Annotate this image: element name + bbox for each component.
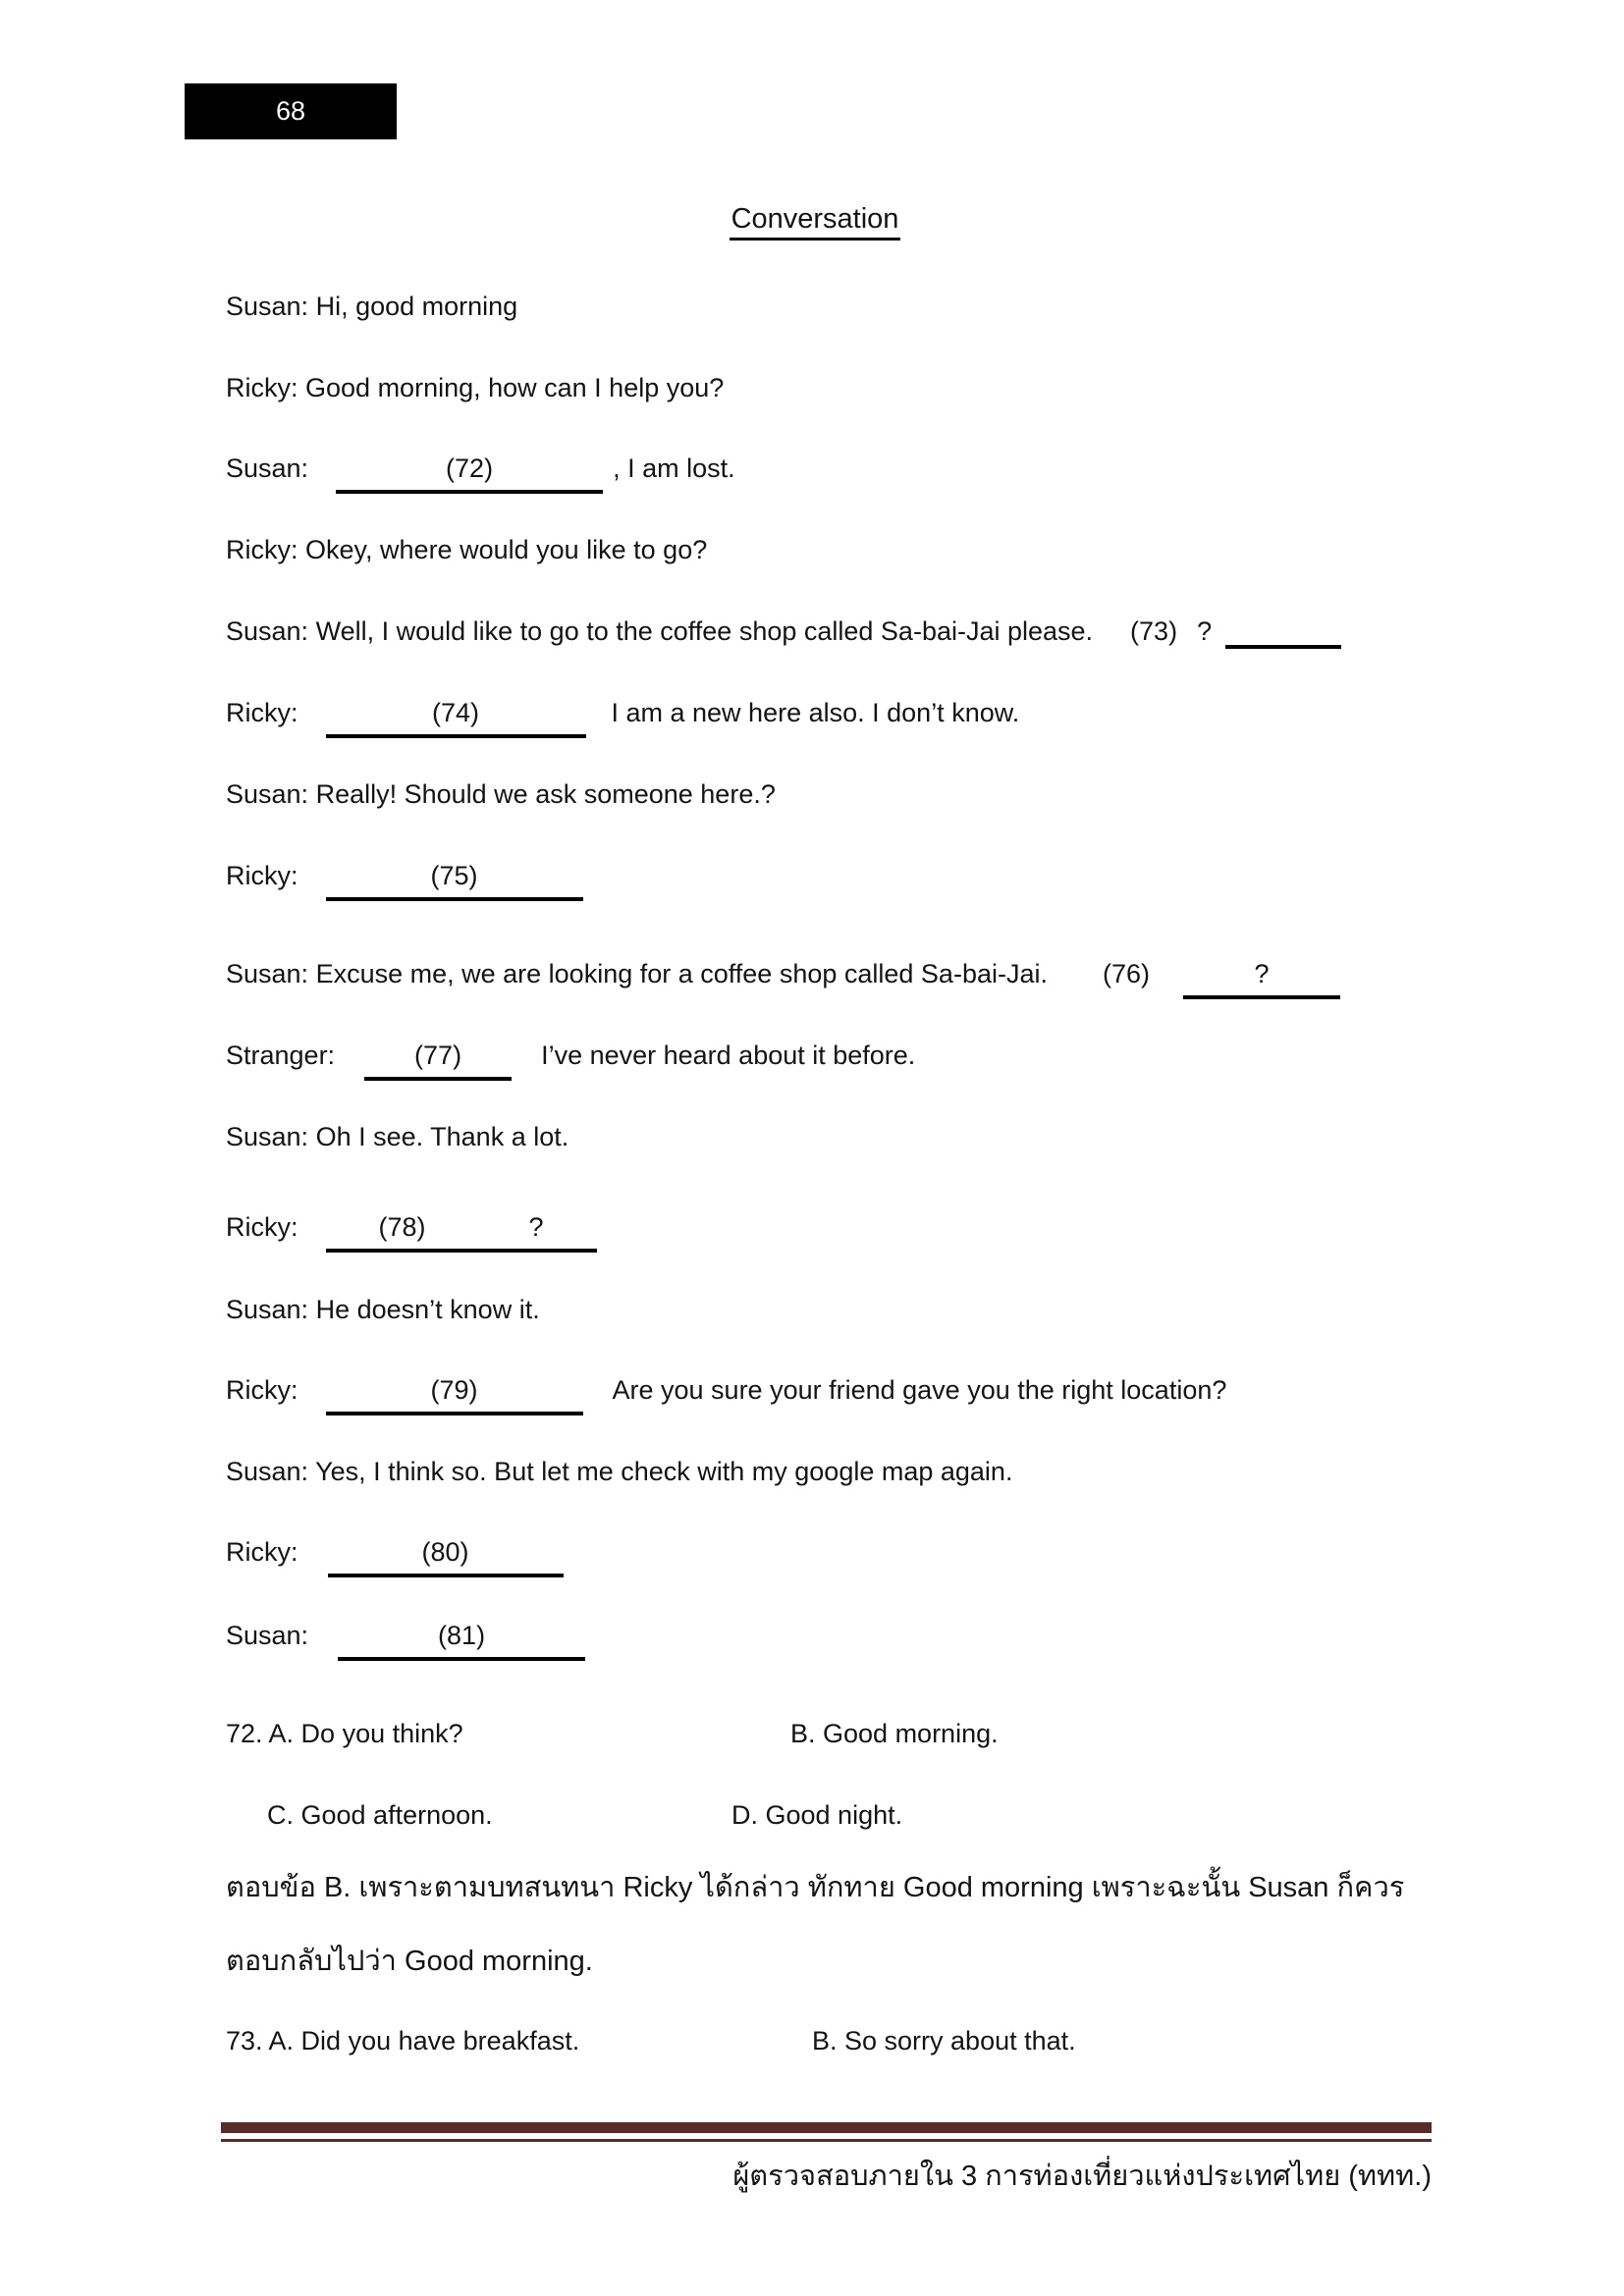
- speaker-label: Ricky:: [226, 1537, 298, 1567]
- blank-number: (80): [421, 1537, 469, 1567]
- dialogue-text: Hi, good morning: [315, 292, 518, 321]
- dialogue-line-5: [226, 614, 1341, 649]
- q72-option-d: D. Good night.: [731, 1800, 903, 1830]
- blank-79: [326, 1373, 583, 1415]
- blank-number: (72): [446, 454, 494, 483]
- speaker-label: Susan:: [226, 1621, 309, 1650]
- q72-answer-explanation-line-2: ตอบกลับไปว่า Good morning.: [226, 1946, 593, 1977]
- q72-option-a: 72. A. Do you think?: [226, 1719, 463, 1748]
- dialogue-text: Are you sure your friend gave you the right location?: [612, 1375, 1227, 1405]
- blank-80: [328, 1535, 564, 1577]
- speaker-label: Susan:: [226, 959, 309, 988]
- speaker-label: Stranger:: [226, 1041, 336, 1070]
- footer-rule-thin: [221, 2139, 1432, 2142]
- speaker-label: Ricky:: [226, 1375, 298, 1405]
- dialogue-line-3: [226, 452, 735, 494]
- speaker-label: Ricky:: [226, 373, 298, 402]
- blank-75: [326, 859, 583, 901]
- speaker-label: Susan:: [226, 292, 309, 321]
- dialogue-line-16: [226, 1535, 564, 1577]
- blank-77: [364, 1039, 512, 1081]
- q73-option-a: 73. A. Did you have breakfast.: [226, 2026, 580, 2056]
- dialogue-line-11: [226, 1120, 568, 1153]
- blank-73-underline: [1225, 645, 1341, 649]
- dialogue-text: Well, I would like to go to the coffee shop called Sa-bai-Jai please.: [315, 616, 1094, 646]
- blank-number-76: (76): [1102, 959, 1150, 988]
- dialogue-text: Oh I see. Thank a lot.: [315, 1122, 569, 1151]
- speaker-label: Susan:: [226, 1295, 309, 1324]
- q72-option-b: B. Good morning.: [790, 1719, 999, 1748]
- dialogue-text: I am a new here also. I don’t know.: [611, 698, 1020, 727]
- blank-74: [326, 696, 586, 738]
- blank-number: (75): [430, 861, 478, 890]
- dialogue-line-8: [226, 859, 583, 901]
- footer-text: ผู้ตรวจสอบภายใน 3 การท่องเที่ยวแห่งประเทศไทย (ททท.): [732, 2161, 1432, 2192]
- speaker-label: Ricky:: [226, 1212, 298, 1242]
- page-title-text: Conversation: [730, 203, 901, 240]
- dialogue-text: I’ve never heard about it before.: [541, 1041, 916, 1070]
- blank-number: (79): [430, 1375, 478, 1405]
- dialogue-line-9: [226, 957, 1340, 999]
- footer-rule-thick: [221, 2122, 1432, 2133]
- page-title: [226, 203, 1404, 236]
- q72-options-row-2: [226, 1800, 1443, 1836]
- dialogue-line-13: [226, 1293, 540, 1326]
- dialogue-text: , I am lost.: [613, 454, 735, 483]
- dialogue-line-12: [226, 1210, 597, 1253]
- speaker-label: Susan:: [226, 454, 309, 483]
- blank-number: (77): [414, 1041, 462, 1070]
- q72-answer-explanation-line-1: ตอบข้อ B. เพราะตามบทสนทนา Ricky ได้กล่าว ทักทาย Good morning เพราะฉะนั้น Susan ก็ควร: [226, 1872, 1405, 1903]
- dialogue-line-17: [226, 1619, 585, 1661]
- question-mark: ?: [1254, 959, 1270, 988]
- speaker-label: Susan:: [226, 1122, 309, 1151]
- blank-76: [1183, 957, 1340, 999]
- page-number-badge: [185, 83, 397, 139]
- q72-option-c: C. Good afternoon.: [267, 1800, 493, 1830]
- blank-81: [338, 1619, 585, 1661]
- speaker-label: Ricky:: [226, 698, 298, 727]
- speaker-label: Susan:: [226, 779, 309, 809]
- dialogue-text: Okey, where would you like to go?: [305, 535, 708, 564]
- question-mark: ?: [1197, 616, 1213, 646]
- blank-number: (74): [431, 698, 479, 727]
- dialogue-text: Yes, I think so. But let me check with my google map again.: [315, 1457, 1013, 1486]
- dialogue-line-1: [226, 290, 517, 323]
- dialogue-line-2: [226, 371, 724, 404]
- speaker-label: Susan:: [226, 1457, 309, 1486]
- speaker-label: Ricky:: [226, 861, 298, 890]
- dialogue-line-15: [226, 1455, 1012, 1488]
- blank-number: (78): [378, 1212, 426, 1242]
- q73-option-b: B. So sorry about that.: [812, 2026, 1076, 2056]
- dialogue-line-14: [226, 1373, 1226, 1415]
- dialogue-line-4: [226, 533, 707, 566]
- q73-options-row-1: [226, 2026, 1443, 2061]
- page-number: 68: [275, 96, 306, 126]
- blank-number: (81): [438, 1621, 486, 1650]
- dialogue-line-7: [226, 777, 776, 811]
- blank-number-73: (73): [1130, 616, 1178, 646]
- dialogue-line-6: [226, 696, 1019, 738]
- dialogue-line-10: [226, 1039, 915, 1081]
- speaker-label: Susan:: [226, 616, 309, 646]
- dialogue-text: Really! Should we ask someone here.?: [315, 779, 776, 809]
- blank-72: [336, 452, 603, 494]
- dialogue-text: Good morning, how can I help you?: [305, 373, 725, 402]
- q72-options-row-1: [226, 1719, 1443, 1754]
- dialogue-text: He doesn’t know it.: [315, 1295, 540, 1324]
- blank-78: [326, 1210, 597, 1253]
- dialogue-text: Excuse me, we are looking for a coffee shop called Sa-bai-Jai.: [315, 959, 1048, 988]
- speaker-label: Ricky:: [226, 535, 298, 564]
- question-mark: ?: [528, 1212, 544, 1242]
